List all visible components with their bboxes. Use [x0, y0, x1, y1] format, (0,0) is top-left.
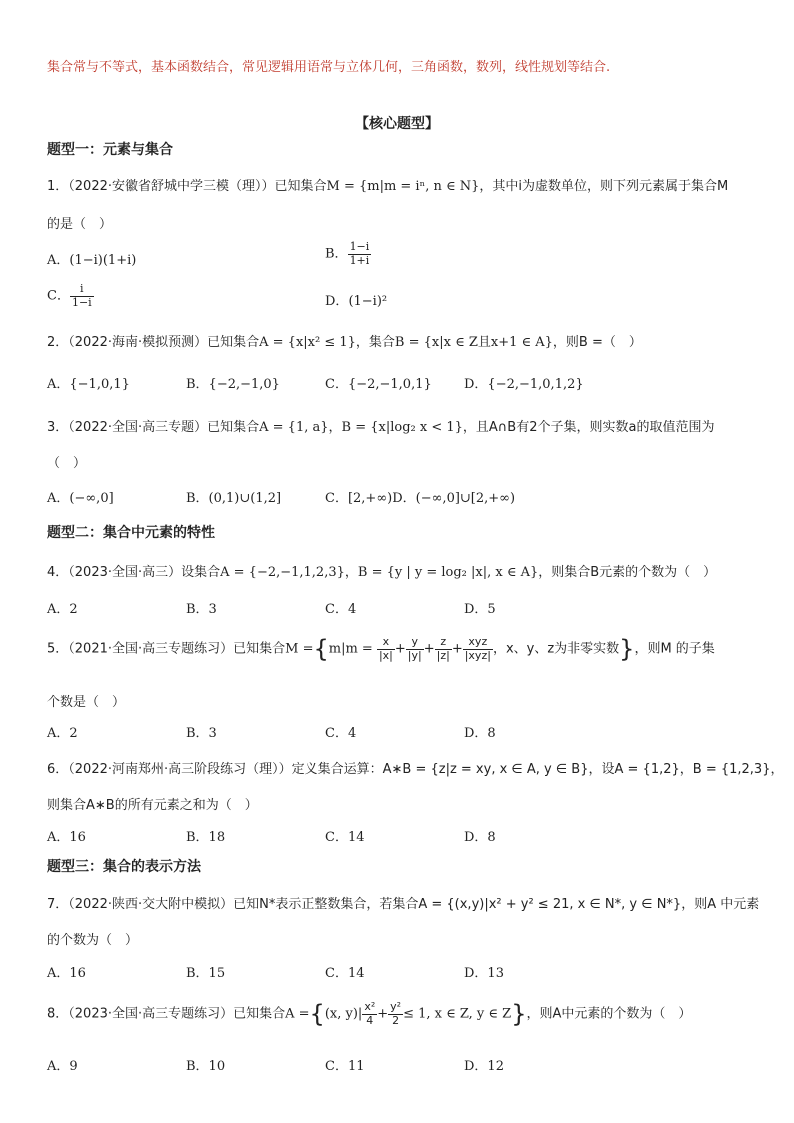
q2-option-b: B．{−2,−1,0} [186, 377, 280, 392]
question-8: 8．（2023·全国·高三专题练习）已知集合A ={(x, y)| $\frac{\text{x²}}{4}$ + $\frac{\text{y²}}{2}$ ≤ 1, x ∈ Z, y ∈ Z}，则A中元素的个数为（ ） [47, 999, 692, 1028]
q5-left-brace: { [313, 635, 329, 663]
q5-option-d: D．8 [464, 726, 496, 741]
q1-prefix: 1．（2022·安徽省舒城中学三模（理））已知集合 [47, 179, 327, 194]
q8-option-a: A．9 [47, 1059, 78, 1074]
q2-prefix: 2．（2022·海南·模拟预测）已知集合 [47, 335, 260, 350]
section-title-2: 题型二：集合中元素的特性 [47, 525, 215, 541]
q3-prefix: 3．（2022·全国·高三专题）已知集合 [47, 420, 260, 435]
q8-frac-2 [388, 1001, 403, 1027]
q4-sep: ， [344, 565, 358, 580]
q8-option-c: C．11 [325, 1059, 365, 1074]
question-4 [47, 561, 716, 580]
q8-option-b: B．10 [186, 1059, 226, 1074]
q5-option-b: B．3 [186, 726, 217, 741]
q3-set-a: A = {1, a} [259, 420, 329, 435]
q4-option-b: B．3 [186, 602, 217, 617]
q8-frac-2-den: 2 [392, 1013, 400, 1027]
q3-suffix: ，且A∩B有2个子集，则实数a的取值范围为 [462, 420, 715, 435]
q1-set: M = {m|m = iⁿ, n ∈ N} [326, 179, 480, 194]
q8-plus: + [377, 1006, 389, 1022]
q5-frac-1-num: x [377, 636, 395, 650]
q1-option-c-fraction [70, 283, 94, 309]
question-5: 5．（2021·全国·高三专题练习）已知集合M ={m|m = $\frac{x}{|x|}$ + $\frac{y}{|y|}$ + $\frac{z}{|z|}$ + $\frac{\text{xyz}}{\text{|xyz|}}$ ，x、y、z为非零实数}，则M 的子集 [47, 634, 715, 663]
q7-line2: 的个数为（ ） [47, 933, 139, 948]
q4-option-c: C．4 [325, 602, 357, 617]
q5-line2: 个数是（ ） [47, 695, 126, 710]
q5-frac-2-den: |y| [407, 648, 422, 662]
q5-frac-1 [377, 636, 395, 662]
q1-option-a-value: (1−i)(1+i) [69, 253, 137, 268]
q5-frac-3-den: |z| [436, 648, 450, 662]
section-title-1: 题型一：元素与集合 [47, 142, 173, 158]
q7-option-d: D．13 [464, 966, 504, 981]
q1-option-d [325, 290, 387, 309]
q4-option-a: A．2 [47, 602, 78, 617]
q6-option-d: D．8 [464, 830, 496, 845]
q5-right-brace: } [619, 635, 635, 663]
intro-text: 集合常与不等式，基本函数结合，常见逻辑用语常与立体几何，三角函数，数列，线性规划等结合. [47, 60, 611, 75]
q2-set-a: A = {x|x² ≤ 1} [259, 335, 356, 350]
core-title: 【核心题型】 [355, 116, 439, 132]
q8-frac-1 [362, 1001, 377, 1027]
q6-option-b: B．18 [186, 830, 226, 845]
q2-suffix: ，则B =（ ） [552, 335, 642, 350]
question-2 [47, 331, 642, 350]
q8-frac-1-den: 4 [366, 1013, 374, 1027]
q5-suffix: ，则M 的子集 [634, 641, 715, 657]
q1-option-a-label: A． [47, 253, 70, 268]
q5-frac-4 [463, 636, 493, 662]
q5-option-a: A．2 [47, 726, 78, 741]
q3-option-b: B．(0,1)∪(1,2] [186, 491, 282, 506]
q1-option-d-value: (1−i)² [348, 294, 388, 309]
question-7: 7．（2022·陕西·交大附中模拟）已知N*表示正整数集合，若集合A = {(x,y)|x² + y² ≤ 21, x ∈ N*, y ∈ N*}，则A 中元素 [47, 897, 760, 912]
q4-suffix: ，则集合B元素的个数为（ ） [538, 565, 717, 580]
question-3 [47, 416, 714, 435]
q5-frac-3 [435, 636, 452, 662]
question-6: 6．（2022·河南郑州·高三阶段练习（理））定义集合运算：A∗B = {z|z = xy, x ∈ A, y ∈ B}，设A = {1,2}，B = {1,2,3}， [47, 762, 784, 777]
q8-xy: (x, y) [324, 1006, 358, 1022]
q3-set-b: B = {x|log₂ x < 1} [341, 420, 463, 435]
q3-option-a: A．(−∞,0] [47, 491, 114, 506]
q1-option-b-denominator: 1+i [349, 253, 370, 267]
q5-frac-3-num: z [435, 636, 452, 650]
q4-prefix: 4．（2023·全国·高三）设集合 [47, 565, 221, 580]
q1-line2: 的是（ ） [47, 217, 113, 232]
q1-option-c-denominator: 1−i [71, 295, 92, 309]
q1-suffix: ，其中i为虚数单位，则下列元素属于集合M [479, 179, 729, 194]
q4-option-d: D．5 [464, 602, 496, 617]
q6-option-a: A．16 [47, 830, 86, 845]
q3-option-cd: C．[2,+∞)D．(−∞,0]∪[2,+∞) [325, 491, 516, 506]
q4-set-a: A = {−2,−1,1,2,3} [220, 565, 345, 580]
q5-frac-2-num: y [406, 636, 424, 650]
q8-suffix: ，则A中元素的个数为（ ） [526, 1006, 692, 1022]
q5-eq: m = [345, 641, 373, 657]
q1-option-c-label: C． [47, 288, 70, 304]
q1-option-b-label: B． [325, 246, 348, 262]
q8-set-start: A = [285, 1006, 310, 1022]
q8-option-d: D．12 [464, 1059, 504, 1074]
section-title-3: 题型三：集合的表示方法 [47, 859, 201, 875]
q5-frac-4-den: |xyz| [464, 648, 491, 662]
q1-option-a [47, 249, 136, 268]
q8-left-brace: { [309, 1000, 325, 1028]
q2-option-a: A．{−1,0,1} [47, 377, 130, 392]
q5-frac-4-num: xyz [463, 636, 493, 650]
q7-option-c: C．14 [325, 966, 365, 981]
q2-mid: ，集合 [355, 335, 395, 350]
q5-frac-2 [406, 636, 424, 662]
q7-option-a: A．16 [47, 966, 86, 981]
q5-prefix: 5．（2021·全国·高三专题练习）已知集合 [47, 641, 286, 657]
q8-right-brace: } [511, 1000, 527, 1028]
q3-line2: （ ） [47, 456, 87, 471]
q5-frac-1-den: |x| [378, 648, 393, 662]
question-1 [47, 175, 728, 194]
q5-set-start: M = [285, 641, 314, 657]
q4-set-b: B = {y | y = log₂ |x|, x ∈ A} [357, 565, 539, 580]
q1-option-c-numerator: i [70, 283, 94, 297]
q2-option-d: D．{−2,−1,0,1,2} [464, 377, 584, 392]
q6-line2: 则集合A∗B的所有元素之和为（ ） [47, 798, 258, 813]
q1-option-c [47, 283, 94, 309]
q5-cond: ，x、y、z为非零实数 [492, 641, 620, 657]
q7-option-b: B．15 [186, 966, 226, 981]
q8-frac-1-num: x² [364, 999, 376, 1013]
q6-option-c: C．14 [325, 830, 365, 845]
q2-set-b: B = {x|x ∈ Z且x+1 ∈ A} [394, 335, 553, 350]
q1-option-b-numerator: 1−i [349, 240, 370, 253]
q1-option-d-label: D． [325, 294, 349, 309]
q5-option-c: C．4 [325, 726, 357, 741]
q3-sep: ， [328, 420, 342, 435]
q1-option-b [325, 241, 371, 267]
q8-prefix: 8．（2023·全国·高三专题练习）已知集合 [47, 1006, 286, 1022]
q8-rest: ≤ 1, x ∈ Z, y ∈ Z [403, 1006, 512, 1022]
q2-option-c: C．{−2,−1,0,1} [325, 377, 432, 392]
q1-option-b-fraction [348, 241, 372, 267]
q5-m: m [328, 641, 342, 657]
q8-frac-2-num: y² [390, 999, 402, 1013]
